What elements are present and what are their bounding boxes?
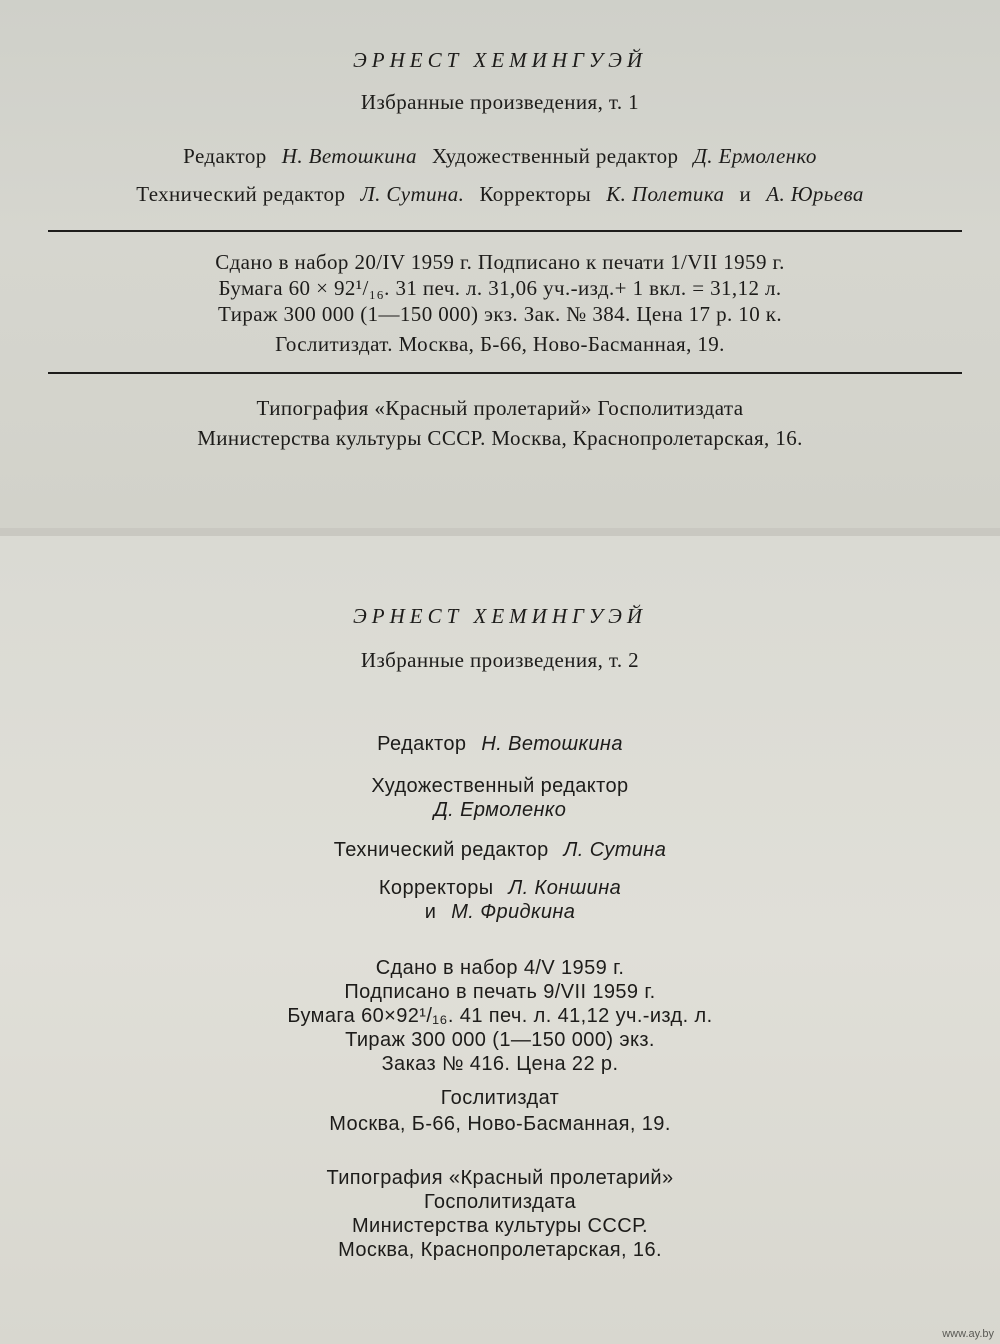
v2-address: Москва, Б-66, Ново-Басманная, 19. <box>329 1113 671 1135</box>
v2-printer-3: Министерства культуры СССР. <box>352 1215 648 1237</box>
v2-imprint-1: Сдано в набор 4/V 1959 г. <box>375 957 625 979</box>
v2-author: ЭРНЕСТ ХЕМИНГУЭЙ <box>353 604 647 628</box>
v2-correctors-row <box>0 878 1000 898</box>
site-watermark: www.ay.by <box>942 1328 994 1340</box>
v2-art-editor-name: Д. Ермоленко <box>433 799 567 821</box>
v2-editor-row <box>0 734 1000 754</box>
v1-corrector-1: К. Полетика <box>606 182 725 206</box>
v2-imprint-4: Тираж 300 000 (1—150 000) экз. <box>345 1029 655 1051</box>
volume-2-colophon <box>0 536 1000 1344</box>
v1-author: ЭРНЕСТ ХЕМИНГУЭЙ <box>353 48 647 72</box>
v1-corrector-2: А. Юрьева <box>766 182 864 206</box>
v2-printer-1: Типография «Красный пролетарий» <box>326 1167 674 1189</box>
v2-printer-2: Госполитиздата <box>423 1191 577 1213</box>
v2-tech-row <box>0 840 1000 860</box>
v1-correctors-label: Корректоры <box>479 182 592 206</box>
v1-editor-label: Редактор <box>183 144 267 168</box>
v1-title: Избранные произведения, т. 1 <box>360 90 640 114</box>
v2-imprint-3: Бумага 60×92¹/₁₆. 41 печ. л. 41,12 уч.-изд. л. <box>287 1005 713 1027</box>
v2-editor-label: Редактор <box>377 733 467 755</box>
v1-and: и <box>739 182 752 206</box>
v1-rule-top <box>48 230 962 232</box>
v2-editor-name: Н. Ветошкина <box>481 733 623 755</box>
v2-title: Избранные произведения, т. 2 <box>360 648 640 672</box>
v2-printer-4: Москва, Краснопролетарская, 16. <box>338 1239 662 1261</box>
v2-imprint-2: Подписано в печать 9/VII 1959 г. <box>344 981 656 1003</box>
v2-art-editor-name-row <box>0 800 1000 820</box>
v2-and: и <box>424 901 437 923</box>
v2-corrector-2: М. Фридкина <box>451 901 576 923</box>
v2-correctors-label: Корректоры <box>378 877 494 899</box>
v1-printer-1: Типография «Красный пролетарий» Госполитиздата <box>256 396 744 420</box>
v1-art-editor-label: Художественный редактор <box>431 144 679 168</box>
v1-editors-row <box>0 146 1000 167</box>
volume-1-colophon <box>0 0 1000 528</box>
v1-imprint-4: Гослитиздат. Москва, Б-66, Ново-Басманная, 19. <box>275 332 725 356</box>
v2-tech-editor-label: Технический редактор <box>333 839 549 861</box>
v1-imprint-3: Тираж 300 000 (1—150 000) экз. Зак. № 384. Цена 17 р. 10 к. <box>217 302 783 326</box>
v1-editor-name: Н. Ветошкина <box>281 144 417 168</box>
v1-rule-bottom <box>48 372 962 374</box>
v1-tech-row <box>0 184 1000 205</box>
v2-imprint-5: Заказ № 416. Цена 22 р. <box>381 1053 619 1075</box>
v1-art-editor-name: Д. Ермоленко <box>693 144 817 168</box>
sheet-divider <box>0 528 1000 536</box>
v1-printer-2: Министерства культуры СССР. Москва, Краснопролетарская, 16. <box>197 426 803 450</box>
v2-corrector-1: Л. Коншина <box>508 877 622 899</box>
v2-tech-editor-name: Л. Сутина <box>563 839 667 861</box>
v2-corrector-2-row <box>0 902 1000 922</box>
v1-tech-editor-label: Технический редактор <box>136 182 346 206</box>
v1-imprint-2: Бумага 60 × 92¹/₁₆. 31 печ. л. 31,06 уч.-изд.+ 1 вкл. = 31,12 л. <box>218 276 782 300</box>
v2-publisher: Гослитиздат <box>440 1087 560 1109</box>
v1-tech-editor-name: Л. Сутина. <box>360 182 465 206</box>
v1-imprint-1: Сдано в набор 20/IV 1959 г. Подписано к печати 1/VII 1959 г. <box>215 250 785 274</box>
v2-art-editor-label: Художественный редактор <box>371 775 629 797</box>
